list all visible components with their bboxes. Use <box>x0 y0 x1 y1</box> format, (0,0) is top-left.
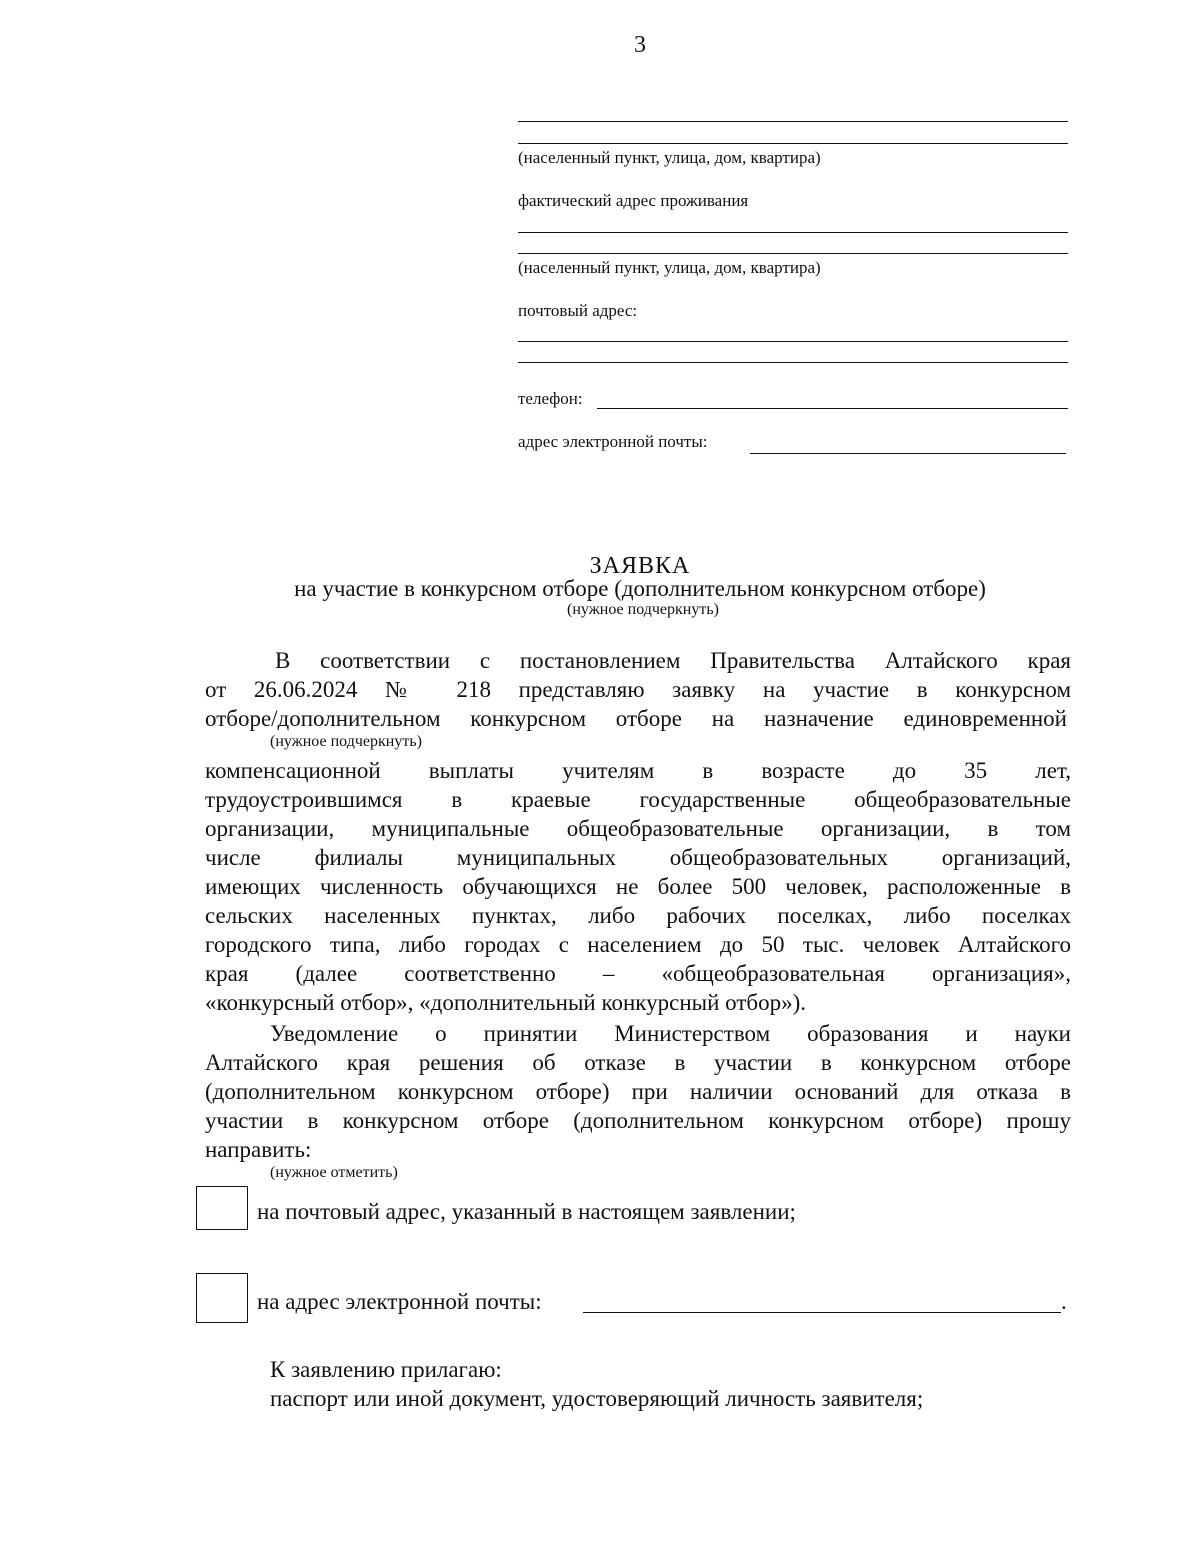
document-title: ЗАЯВКА <box>589 553 691 579</box>
address-hint-1: (населенный пункт, улица, дом, квартира) <box>518 148 821 167</box>
email-checkbox[interactable] <box>196 1273 248 1323</box>
postal-checkbox[interactable] <box>196 1186 248 1230</box>
paragraph1-line: края (далее соответственно – «общеобразовательная организация», <box>205 961 1071 986</box>
postal-option-label: на почтовый адрес, указанный в настоящем заявлении; <box>257 1199 796 1224</box>
paragraph1-line: имеющих численность обучающихся не более 500 человек, расположенные в <box>205 874 1071 899</box>
postal-address-label: почтовый адрес: <box>518 301 638 320</box>
address-line-1[interactable] <box>518 121 1068 122</box>
phone-label: телефон: <box>518 389 583 408</box>
subtitle-hint: (нужное подчеркнуть) <box>567 601 719 618</box>
paragraph2-line: направить: <box>205 1137 312 1162</box>
email-option-label: на адрес электронной почты: <box>257 1289 542 1314</box>
paragraph2-line: участии в конкурсном отборе (дополнительном конкурсном отборе) прошу <box>205 1108 1071 1133</box>
address-line-2[interactable] <box>518 143 1068 144</box>
paragraph1-line: организации, муниципальные общеобразовательные организации, в том <box>205 816 1071 841</box>
paragraph1-hint: (нужное подчеркнуть) <box>270 733 422 750</box>
postal-address-line-1[interactable] <box>518 341 1068 342</box>
paragraph1-line: трудоустроившимся в краевые государственные общеобразовательные <box>205 787 1071 812</box>
email-option-period: . <box>1061 1289 1067 1314</box>
phone-line[interactable] <box>597 408 1068 409</box>
document-subtitle: на участие в конкурсном отборе (дополнительном конкурсном отборе) <box>294 576 986 601</box>
actual-address-line-1[interactable] <box>518 232 1068 233</box>
attachments-heading: К заявлению прилагаю: <box>270 1357 502 1382</box>
paragraph1-line: отборе/дополнительном конкурсном отборе на назначение единовременной <box>205 706 1067 731</box>
email-line[interactable] <box>750 453 1066 454</box>
paragraph1-line: компенсационной выплаты учителям в возрасте до 35 лет, <box>205 758 1071 783</box>
email-option-line[interactable] <box>583 1312 1061 1313</box>
paragraph2-line: (дополнительном конкурсном отборе) при наличии оснований для отказа в <box>205 1079 1071 1104</box>
actual-address-line-2[interactable] <box>518 253 1068 254</box>
paragraph2-line: Уведомление о принятии Министерством образования и науки <box>270 1021 1071 1046</box>
mark-hint: (нужное отметить) <box>270 1164 398 1181</box>
paragraph1-line: сельских населенных пунктах, либо рабочих поселках, либо поселках <box>205 903 1071 928</box>
paragraph1-line: от 26.06.2024 № 218 представляю заявку на участие в конкурсном <box>205 677 1071 702</box>
attachment-item: паспорт или иной документ, удостоверяющий личность заявителя; <box>270 1386 924 1411</box>
email-label: адрес электронной почты: <box>518 432 708 451</box>
paragraph1-line: городского типа, либо городах с населением до 50 тыс. человек Алтайского <box>205 932 1071 957</box>
paragraph1-line: В соответствии с постановлением Правительства Алтайского края <box>275 648 1071 673</box>
paragraph2-line: Алтайского края решения об отказе в участии в конкурсном отборе <box>205 1050 1071 1075</box>
paragraph1-line: числе филиалы муниципальных общеобразовательных организаций, <box>205 845 1071 870</box>
address-hint-2: (населенный пункт, улица, дом, квартира) <box>518 258 821 277</box>
paragraph1-line: «конкурсный отбор», «дополнительный конкурсный отбор»). <box>205 990 807 1015</box>
postal-address-line-2[interactable] <box>518 362 1068 363</box>
page-number: 3 <box>634 32 646 58</box>
actual-address-label: фактический адрес проживания <box>518 191 749 210</box>
